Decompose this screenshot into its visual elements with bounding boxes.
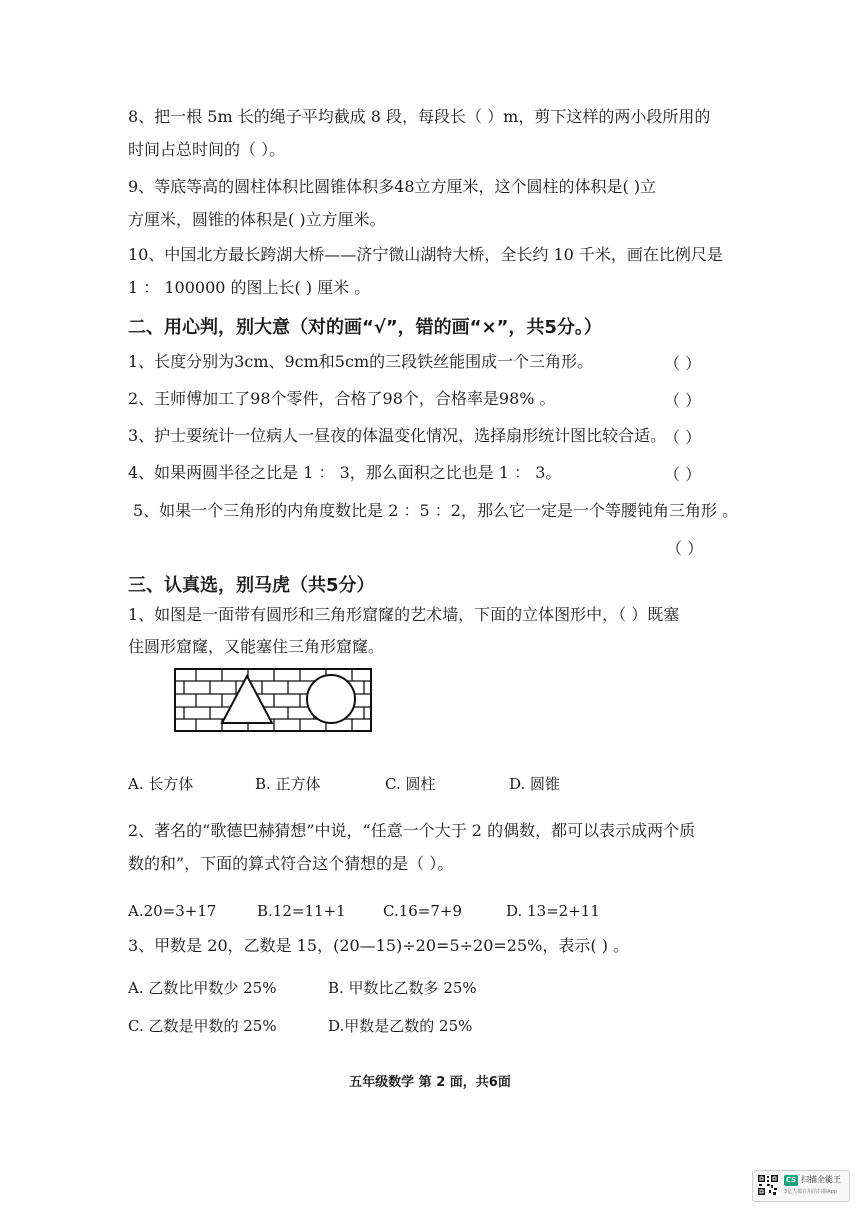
qr-code-icon xyxy=(757,1174,779,1196)
question-10-line-1: 10、中国北方最长跨湖大桥——济宁微山湖特大桥，全长约 10 千米，画在比例尺是 xyxy=(128,245,723,264)
choice-1-line-2: 住圆形窟窿，又能塞住三角形窟窿。 xyxy=(128,637,385,656)
choice-2-line-1: 2、著名的“歌德巴赫猜想”中说，“任意一个大于 2 的偶数，都可以表示成两个质 xyxy=(128,821,696,840)
judge-answer-4: （ ） xyxy=(664,465,702,484)
section-judge-title: 二、用心判，别大意（对的画“√”，错的画“×”，共5分。） xyxy=(128,317,602,338)
judge-answer-2: （ ） xyxy=(664,391,702,410)
choice-2-option-a: A.20=3+17 xyxy=(128,902,217,920)
choice-1-option-a: A. 长方体 xyxy=(128,775,194,793)
judge-item-2: 2、王师傅加工了98个零件，合格了98个，合格率是98% 。 xyxy=(128,389,556,408)
choice-3-option-c: C. 乙数是甲数的 25% xyxy=(128,1017,277,1035)
judge-item-5: 5、如果一个三角形的内角度数比是 2 ：5 ：2，那么它一定是一个等腰钝角三角形 。 xyxy=(133,501,739,520)
judge-answer-3: （ ） xyxy=(664,428,702,447)
choice-2-option-b: B.12=11+1 xyxy=(257,902,346,920)
question-9-line-2: 方厘米，圆锥的体积是( )立方厘米。 xyxy=(128,210,386,229)
choice-1-line-1: 1、如图是一面带有圆形和三角形窟窿的艺术墙，下面的立体图形中，（ ）既塞 xyxy=(128,605,680,624)
watermark-app-name: 扫描全能王 xyxy=(801,1175,841,1184)
question-8-line-1: 8、把一根 5m 长的绳子平均截成 8 段，每段长（ ）m，剪下这样的两小段所用的 xyxy=(128,107,711,126)
circle-hole xyxy=(307,675,355,723)
choice-2-option-c: C.16=7+9 xyxy=(383,902,463,920)
art-wall-figure xyxy=(174,668,372,732)
question-8-line-2: 时间占总时间的（ ）。 xyxy=(128,140,286,159)
judge-item-3: 3、护士要统计一位病人一昼夜的体温变化情况，选择扇形统计图比较合适。 xyxy=(128,426,667,445)
judge-answer-5: （ ） xyxy=(666,539,704,558)
choice-3-line-1: 3、甲数是 20，乙数是 15，(20—15)÷20=5÷20=25%，表示( ) 。 xyxy=(128,936,630,955)
scanner-watermark xyxy=(752,1170,850,1202)
camscanner-logo-icon: CS xyxy=(785,1176,797,1184)
choice-1-option-d: D. 圆锥 xyxy=(509,775,561,793)
question-9-line-1: 9、等底等高的圆柱体积比圆锥体积多48立方厘米，这个圆柱的体积是( )立 xyxy=(128,177,657,196)
judge-answer-1: （ ） xyxy=(664,354,702,373)
choice-2-line-2: 数的和”，下面的算式符合这个猜想的是（ ）。 xyxy=(128,854,454,873)
question-10-line-2: 1 ： 100000 的图上长( ) 厘米 。 xyxy=(128,278,371,297)
section-choice-title: 三、认真选，别马虎（共5分） xyxy=(128,575,375,596)
choice-3-option-b: B. 甲数比乙数多 25% xyxy=(328,979,477,997)
choice-1-option-c: C. 圆柱 xyxy=(385,775,436,793)
choice-2-option-d: D. 13=2+11 xyxy=(506,902,600,920)
judge-item-4: 4、如果两圆半径之比是 1 ： 3，那么面积之比也是 1 ： 3。 xyxy=(128,463,562,482)
page-footer: 五年级数学 第 2 面，共6面 xyxy=(349,1075,511,1090)
watermark-tagline: 3亿人都在用的扫描App xyxy=(784,1189,837,1195)
choice-3-option-a: A. 乙数比甲数少 25% xyxy=(128,979,277,997)
judge-item-1: 1、长度分别为3cm、9cm和5cm的三段铁丝能围成一个三角形。 xyxy=(128,352,594,371)
choice-3-option-d: D.甲数是乙数的 25% xyxy=(328,1017,473,1035)
choice-1-option-b: B. 正方体 xyxy=(255,775,321,793)
